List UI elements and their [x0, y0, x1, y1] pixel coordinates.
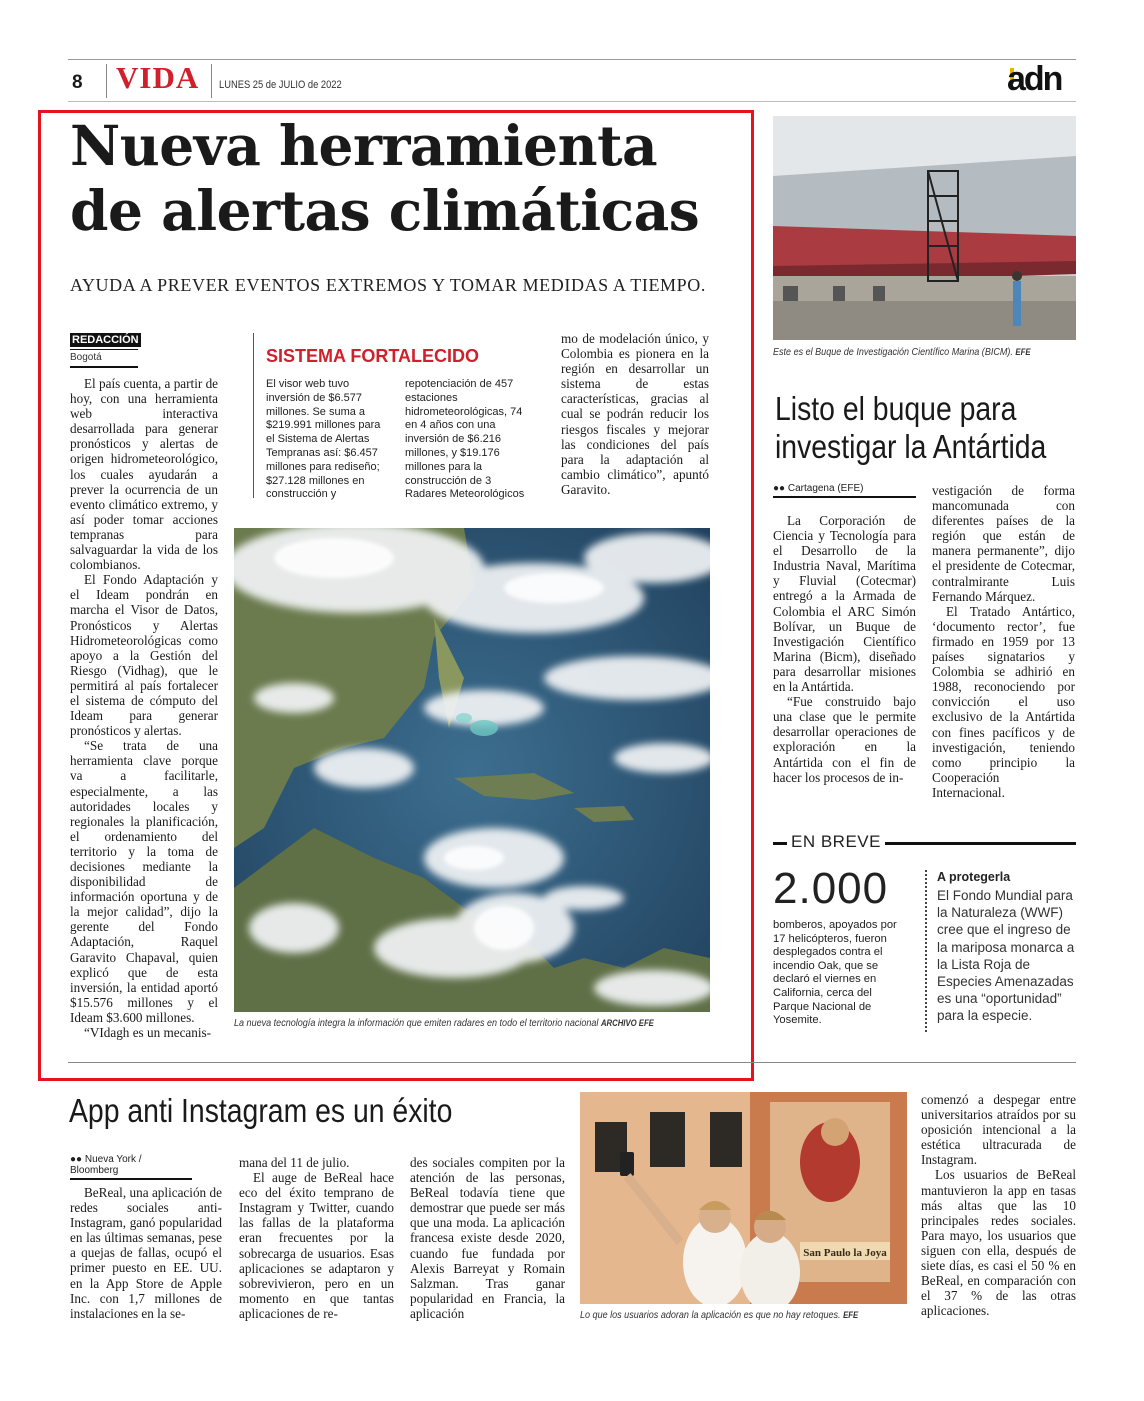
bullet-icon: ●●: [773, 483, 788, 494]
byline-place: Bogotá: [70, 352, 138, 368]
article-paragraph: La Corporación de Ciencia y Tecnología para el Desarrollo de la Industria Naval, Marítima y Fluvial (Cotecmar) entregó a la Armada de Colombia el ARC Simón Bolívar, un Buque de Investigación Científico Marina (Bicm), diseñado para desarrollar misiones en la Antártida.: [773, 513, 916, 695]
sidebar-box-rule: [253, 333, 254, 498]
header-divider: [106, 64, 107, 98]
article-paragraph: El Tratado Antártico, ‘documento rector’, fue firmado en 1959 por 13 países signatarios y Colombia se adhirió en 1988, reconociendo por convicción el uso exclusivo de la Antártida con fines pacíficos y de investigación, teniendo como principio la Cooperación Internacional.: [932, 603, 1075, 800]
app-article-column-2: [239, 1155, 394, 1321]
app-article-column-4: [921, 1092, 1076, 1318]
photo-credit: ARCHIVO EFE: [600, 1018, 654, 1028]
en-breve-divider: [925, 870, 927, 1032]
article-paragraph: des sociales compiten por la atención de las personas, BeReal todavía tiene que demostrar que puede ser más que una moda. La aplicación francesa existe desde 2020, cuando fue fundada por Alexis Barreyat y Romain Salzman. Tras ganar popularidad en Francia, la aplicación: [410, 1155, 565, 1321]
selfie-photo: [580, 1092, 907, 1304]
section-name: VIDA: [116, 60, 200, 95]
article-paragraph: “Fue construido bajo una clase que le permite desarrollar operaciones de exploración en la Antártida con el fin de hacer los procesos de in-: [773, 694, 916, 785]
caption-text: Lo que los usuarios adoran la aplicación es que no hay retoques.: [580, 1309, 841, 1321]
photo-credit: EFE: [843, 1310, 859, 1320]
article-paragraph: Los usuarios de BeReal mantuvieron la app en tasas más altas que las 10 principales redes sociales. Para mayo, los usuarios que siguen con ella, después de siete días, es casi el 50 % en BeReal, en comparación con el 37 % de las otras aplicaciones.: [921, 1167, 1076, 1319]
main-subheadline: AYUDA A PREVER EVENTOS EXTREMOS Y TOMAR MEDIDAS A TIEMPO.: [70, 275, 706, 295]
mural-text: San Paulo la Joya: [803, 1247, 887, 1259]
article-paragraph: “VIdagh es un mecanis-: [84, 1025, 212, 1041]
app-article-column-3: [410, 1155, 565, 1321]
newspaper-logo: adn: [1007, 60, 1062, 98]
article-paragraph: El auge de BeReal hace eco del éxito temprano de Instagram y Twitter, cuando las fallas de la plataforma eran frecuentes por la sobrecarga de usuarios. Esas aplicaciones se adaptaron y sobrevivieron, pero en un momento en que tantas aplicaciones de re-: [239, 1170, 394, 1321]
photo-credit: EFE: [1015, 347, 1031, 357]
article-paragraph: El país cuenta, a partir de hoy, con una herramienta web interactiva desarrollada para generar pronósticos y alertas de origen hidrometeorológico, los cuales ayudarán a prever la ocurrencia de un evento climático extremo, y así poder tomar acciones tempranas para salvaguardar la vida de los colombianos.: [70, 376, 219, 573]
en-breve-tag: EN BREVE: [787, 832, 885, 852]
article-paragraph: “Se trata de una herramienta clave porque va a facilitarle, especialmente, a las autoridades locales y regionales la planificación, el ordenamiento del territorio y la toma de decisiones mediante la disponibilidad de información oportuna y de la mejor calidad”, dijo la gerente del Fondo Adaptación, Raquel Garavito Chapaval, quien explicó que de esta inversión, la entidad aportó $15.576 millones y el Ideam $3.600 millones.: [70, 738, 218, 1025]
caption-text: La nueva tecnología integra la información que emiten radares en todo el territorio nacional: [234, 1017, 599, 1029]
header-bottom-rule: [68, 101, 1076, 102]
bullet-icon: ●●: [70, 1154, 85, 1165]
app-photo-caption: [580, 1309, 858, 1321]
header-top-rule: [68, 59, 1076, 60]
brief-text: El Fondo Mundial para la Naturaleza (WWF) cree que el ingreso de la mariposa monarca a la Lista Roja de Especies Amenazadas es una “oportunidad” para la especie.: [937, 888, 1075, 1024]
article-paragraph: comenzó a despegar entre universitarios atraídos por su oposición intencional a la estética ultracurada de Instagram.: [921, 1092, 1076, 1168]
ship-article-column-1: [773, 513, 916, 785]
article-paragraph: mo de modelación único, y Colombia es pionera en la región en desarrollar un sistema de estas características, gracias al cual se podrán reducir los riesgos fiscales y mejorar las condiciones del país para la adaptación al cambio climático”, apuntó Garavito.: [561, 331, 709, 497]
byline-author: REDACCIÓN: [72, 334, 139, 346]
main-photo-caption: [234, 1017, 654, 1029]
brief-title: A protegerla: [937, 870, 1011, 884]
ship-headline: Listo el buque para investigar la Antártida: [775, 390, 1047, 465]
en-breve-number-text: bomberos, apoyados por 17 helicópteros, fueron desplegados contra el incendio Oak, que se declaró el viernes en California, cerca del Parque Nacional de Yosemite.: [773, 919, 897, 1027]
page-number: 8: [72, 72, 83, 93]
sidebar-box-title: SISTEMA FORTALECIDO: [266, 346, 479, 366]
main-article-column-1: [70, 376, 218, 1040]
ship-photo: [773, 116, 1076, 340]
article-paragraph: vestigación de forma mancomunada con diferentes países de la región que están de manera permanente”, dijo el presidente de Cotecmar, contralmirante Luis Fernando Márquez.: [932, 483, 1075, 604]
caption-text: Este es el Buque de Investigación Científico Marina (BICM).: [773, 346, 1013, 358]
sidebar-box-column-1: El visor web tuvo inversión de $6.577 millones. Se suma a $219.991 millones para el Sistema de Alertas Tempranas así: $6.457 millones para rediseño; $27.128 millones en construcción y: [266, 378, 381, 501]
app-headline: App anti Instagram es un éxito: [69, 1092, 453, 1129]
issue-date: LUNES 25 de JULIO de 2022: [219, 79, 342, 91]
sidebar-box-column-2: repotenciación de 457 estaciones hidrometeorológicas, 74 en 4 años con una inversión de $6.216 millones, y $19.176 millones para la construcción de 3 Radares Meteorológicos: [405, 378, 525, 501]
byline-text: Nueva York / Bloomberg: [70, 1154, 142, 1176]
byline-rule: [70, 349, 138, 350]
header-divider: [211, 64, 212, 98]
main-headline: Nueva herramienta de alertas climáticas: [70, 113, 700, 243]
article-paragraph: El Fondo Adaptación y el Ideam pondrán en marcha el Visor de Datos, Pronósticos y Alertas Hidrometeorológicas como apoyo a la Gestión del Riesgo (Vidhag), que le permitirá al país fortalecer el sistema de cómputo del Ideam para generar pronósticos y alertas.: [70, 572, 218, 739]
app-article-column-1: [70, 1185, 222, 1321]
app-byline: [70, 1154, 192, 1180]
main-byline: [70, 330, 138, 368]
ship-byline: [773, 483, 916, 498]
satellite-photo: [234, 528, 710, 1012]
main-article-column-3: [561, 331, 709, 497]
ship-photo-caption: [773, 346, 1030, 358]
byline-text: Cartagena (EFE): [787, 483, 864, 494]
article-paragraph: BeReal, una aplicación de redes sociales anti-Instagram, ganó popularidad en las últimas semanas, pese a quejas de fallas, ocupó el primer puesto en EE. UU. en la App Store de Apple Inc. con 1,7 millones de instalaciones en la se-: [70, 1185, 222, 1321]
ship-article-column-2: [932, 483, 1075, 800]
en-breve-number: 2.000: [773, 864, 889, 913]
article-paragraph: mana del 11 de julio.: [239, 1155, 350, 1170]
section-rule: [68, 1062, 1076, 1063]
